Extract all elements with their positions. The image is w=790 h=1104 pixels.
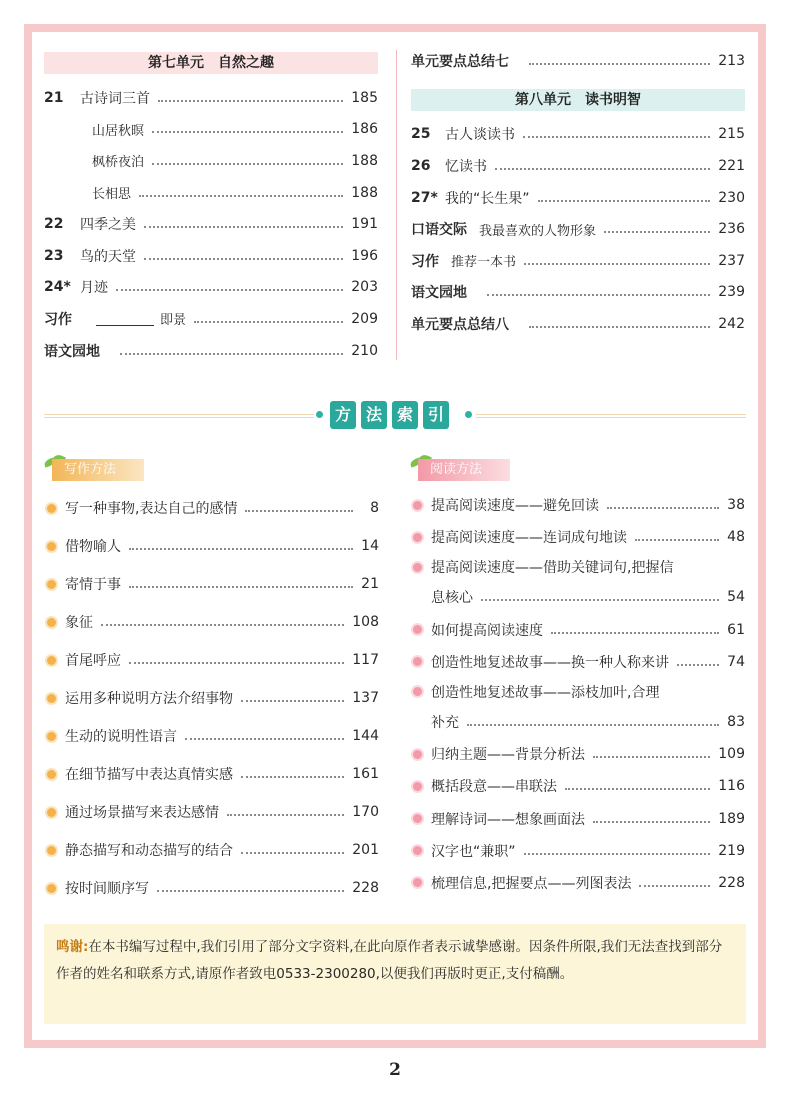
leader-dots [144,226,343,228]
banner-rule-left [44,414,314,418]
banner-char: 法 [361,401,387,429]
leader-dots [677,664,719,666]
section-tag: 语文园地 [44,343,100,360]
bullet-icon [47,846,56,855]
bullet-icon [413,750,422,759]
toc-row[interactable] [44,272,378,304]
method-item[interactable] [410,770,745,802]
page-ref: 209 [351,310,378,327]
toc-row[interactable] [44,177,378,209]
section-tag: 单元要点总结七 [411,53,509,70]
method-title: 概括段意——串联法 [431,779,557,796]
lesson-number: 21 [44,89,64,106]
leader-dots [467,724,719,726]
leader-dots [129,586,353,588]
leader-dots [101,624,344,626]
leader-dots [185,738,344,740]
method-index-banner [330,401,449,429]
page-ref: 54 [727,589,745,606]
leader-dots [538,200,711,202]
leader-dots [487,294,710,296]
section-tag: 语文园地 [411,285,467,302]
method-title: 通过场景描写来表达感情 [65,805,219,821]
leader-dots [524,853,711,855]
leader-dots [639,885,710,887]
leader-dots [565,788,710,790]
bullet-icon [413,563,422,572]
lesson-title: 四季之美 [80,217,136,234]
method-title: 生动的说明性语言 [65,729,177,745]
method-title: 在细节描写中表达真情实感 [65,767,233,783]
method-title: 提高阅读速度——连词成句地读 [431,530,627,547]
bullet-icon [413,782,422,791]
method-item[interactable] [44,527,379,565]
banner-char: 引 [423,401,449,429]
poem-title: 山居秋暝 [92,123,145,139]
page-ref: 117 [352,652,379,668]
page-ref: 230 [718,189,745,206]
leader-dots [194,321,343,323]
bullet-icon [47,884,56,893]
composition-title: 推荐一本书 [451,255,517,271]
bullet-icon [413,846,422,855]
leader-dots [604,231,710,233]
method-title: 梳理信息,把握要点——列图表法 [431,875,632,892]
method-title: 借物喻人 [65,539,121,555]
lesson-number: 26 [411,157,431,174]
reading-methods-header [410,455,540,481]
bullet-icon [413,625,422,634]
method-item[interactable] [44,869,379,907]
toc-right-column [411,52,745,340]
method-item[interactable] [410,678,745,706]
method-title: 写一种事物,表达自己的感情 [65,501,238,517]
page-ref: 201 [352,842,379,858]
bullet-icon [413,501,422,510]
unit-8-title: 第八单元 读书明智 [411,89,745,111]
page-ref: 215 [718,126,745,143]
bullet-icon [47,504,56,513]
page-ref: 144 [352,728,379,744]
method-item[interactable] [410,521,745,553]
page-ref: 228 [718,874,745,891]
page-ref: 213 [718,52,745,69]
page-ref: 14 [361,538,379,554]
leader-dots [481,599,719,601]
speaking-topic: 我最喜欢的人物形象 [479,223,597,239]
toc-row[interactable] [411,308,745,340]
toc-row[interactable] [411,182,745,214]
section-tag: 单元要点总结八 [411,316,509,333]
leader-dots [152,131,343,133]
method-item[interactable] [44,679,379,717]
toc-row[interactable] [411,213,745,245]
banner-dot-right [465,411,472,418]
acknowledgement-text: 在本书编写过程中,我们引用了部分文字资料,在此向原作者表示诚挚感谢。因条件所限,我们无法查找到部分作者的姓名和联系方式,请原作者致电0533-2300280,以便我们再版时更正,支付稿酬。 [56,939,723,982]
writing-methods-header [44,455,174,481]
method-title: 静态描写和动态描写的结合 [65,843,233,859]
page-ref: 21 [361,576,379,592]
poem-title: 枫桥夜泊 [92,155,145,171]
bullet-icon [47,656,56,665]
method-title: 提高阅读速度——借助关键词句,把握信 [431,560,674,577]
bullet-icon [413,878,422,887]
leader-dots [129,662,344,664]
method-title: 如何提高阅读速度 [431,622,543,639]
composition-title: 即景 [160,313,187,329]
page-ref: 242 [718,315,745,332]
fill-blank [96,312,154,326]
method-item[interactable] [44,755,379,793]
page-ref: 109 [718,746,745,763]
column-divider [396,50,397,360]
page-ref: 185 [351,89,378,106]
leader-dots [529,63,710,65]
page-ref: 170 [352,804,379,820]
toc-row[interactable] [44,240,378,272]
lesson-number: 25 [411,126,431,143]
toc-row[interactable] [44,145,378,177]
method-title: 象征 [65,615,93,631]
method-title-continued: 补充 [431,715,459,732]
lesson-title: 鸟的天堂 [80,248,136,265]
lesson-title: 忆读书 [445,158,487,175]
method-title: 运用多种说明方法介绍事物 [65,691,233,707]
method-item[interactable] [410,553,745,581]
method-item-continued[interactable] [410,581,745,613]
bullet-icon [413,533,422,542]
bullet-icon [47,732,56,741]
leader-dots [139,195,343,197]
method-item[interactable] [44,641,379,679]
reading-methods-column [410,455,745,899]
lesson-title: 古人谈读书 [445,127,515,144]
leader-dots [524,263,710,265]
bullet-icon [47,694,56,703]
page-ref: 188 [351,184,378,201]
leader-dots [495,168,710,170]
toc-left-column [44,52,378,366]
page-ref: 186 [351,121,378,138]
leader-dots [593,821,710,823]
page-ref: 239 [718,284,745,301]
bullet-icon [47,542,56,551]
lesson-title: 古诗词三首 [80,90,150,107]
lesson-number: 23 [44,247,64,264]
toc-row[interactable] [411,245,745,277]
bullet-icon [413,657,422,666]
writing-methods-label: 写作方法 [52,459,144,481]
method-item[interactable] [44,793,379,831]
page-ref: 203 [351,279,378,296]
leader-dots [529,326,710,328]
bullet-icon [47,618,56,627]
banner-dot-left [316,411,323,418]
leader-dots [607,507,719,509]
page-ref: 236 [718,221,745,238]
method-item[interactable] [44,717,379,755]
page-ref: 161 [352,766,379,782]
leader-dots [227,814,344,816]
method-title: 理解诗词——想象画面法 [431,811,585,828]
page-number: 2 [389,1060,401,1080]
section-tag: 习作 [44,311,72,328]
lesson-number: 27* [411,189,438,206]
method-title: 归纳主题——背景分析法 [431,747,585,764]
page-ref: 188 [351,152,378,169]
toc-row[interactable] [411,119,745,151]
page-ref: 237 [718,252,745,269]
page-ref: 210 [351,342,378,359]
page-ref: 48 [727,529,745,546]
leader-dots [129,548,353,550]
method-item[interactable] [410,646,745,678]
method-item[interactable] [410,738,745,770]
lesson-title: 我的“长生果” [445,190,530,207]
leader-dots [523,136,710,138]
method-title: 创造性地复述故事——换一种人称来讲 [431,654,669,671]
page-ref: 74 [727,653,745,670]
method-title: 寄情于事 [65,577,121,593]
bullet-icon [47,580,56,589]
leader-dots [593,756,710,758]
page-ref: 8 [370,500,379,516]
reading-methods-label: 阅读方法 [418,459,510,481]
toc-row[interactable] [44,114,378,146]
leader-dots [157,890,344,892]
toc-row[interactable] [44,303,378,335]
toc-row[interactable] [411,150,745,182]
leader-dots [241,700,344,702]
leader-dots [120,353,343,355]
method-item[interactable] [44,603,379,641]
bullet-icon [413,687,422,696]
leader-dots [158,100,343,102]
method-title: 按时间顺序写 [65,881,149,897]
method-item[interactable] [44,565,379,603]
page-ref: 189 [718,810,745,827]
leader-dots [144,258,343,260]
lesson-title: 月迹 [80,280,108,297]
bullet-icon [47,808,56,817]
bullet-icon [413,814,422,823]
method-item-continued[interactable] [410,706,745,738]
writing-methods-column [44,455,379,907]
method-item[interactable] [410,803,745,835]
acknowledgement-label: 鸣谢: [56,939,89,955]
page-ref: 137 [352,690,379,706]
leader-dots [241,852,344,854]
leader-dots [551,632,719,634]
acknowledgement-box [44,924,746,1024]
section-tag: 习作 [411,253,439,270]
lesson-number: 24* [44,279,71,296]
section-tag: 口语交际 [411,222,467,239]
page-ref: 196 [351,247,378,264]
method-item[interactable] [410,489,745,521]
method-item[interactable] [410,835,745,867]
leader-dots [245,510,353,512]
method-title: 汉字也“兼职” [431,843,516,860]
page-ref: 38 [727,497,745,514]
toc-row[interactable] [44,208,378,240]
page-ref: 61 [727,621,745,638]
method-title: 提高阅读速度——避免回读 [431,498,599,515]
toc-row[interactable] [44,335,378,367]
toc-row[interactable] [411,277,745,309]
page-ref: 191 [351,216,378,233]
method-item[interactable] [44,831,379,869]
banner-char: 索 [392,401,418,429]
banner-rule-right [476,414,746,418]
toc-row[interactable] [411,45,745,77]
bullet-icon [47,770,56,779]
unit-7-title: 第七单元 自然之趣 [44,52,378,74]
method-title: 首尾呼应 [65,653,121,669]
lesson-number: 22 [44,216,64,233]
leader-dots [152,163,343,165]
leader-dots [116,289,343,291]
method-item[interactable] [410,614,745,646]
method-item[interactable] [410,867,745,899]
page-ref: 108 [352,614,379,630]
page-ref: 221 [718,157,745,174]
leader-dots [241,776,344,778]
poem-title: 长相思 [92,187,132,203]
page-ref: 83 [727,714,745,731]
leader-dots [635,539,719,541]
banner-char: 方 [330,401,356,429]
method-item[interactable] [44,489,379,527]
method-title-continued: 息核心 [431,590,473,607]
page-ref: 228 [352,880,379,896]
toc-row[interactable] [44,82,378,114]
page-ref: 219 [718,842,745,859]
method-title: 创造性地复述故事——添枝加叶,合理 [431,684,660,701]
page-ref: 116 [718,778,745,795]
